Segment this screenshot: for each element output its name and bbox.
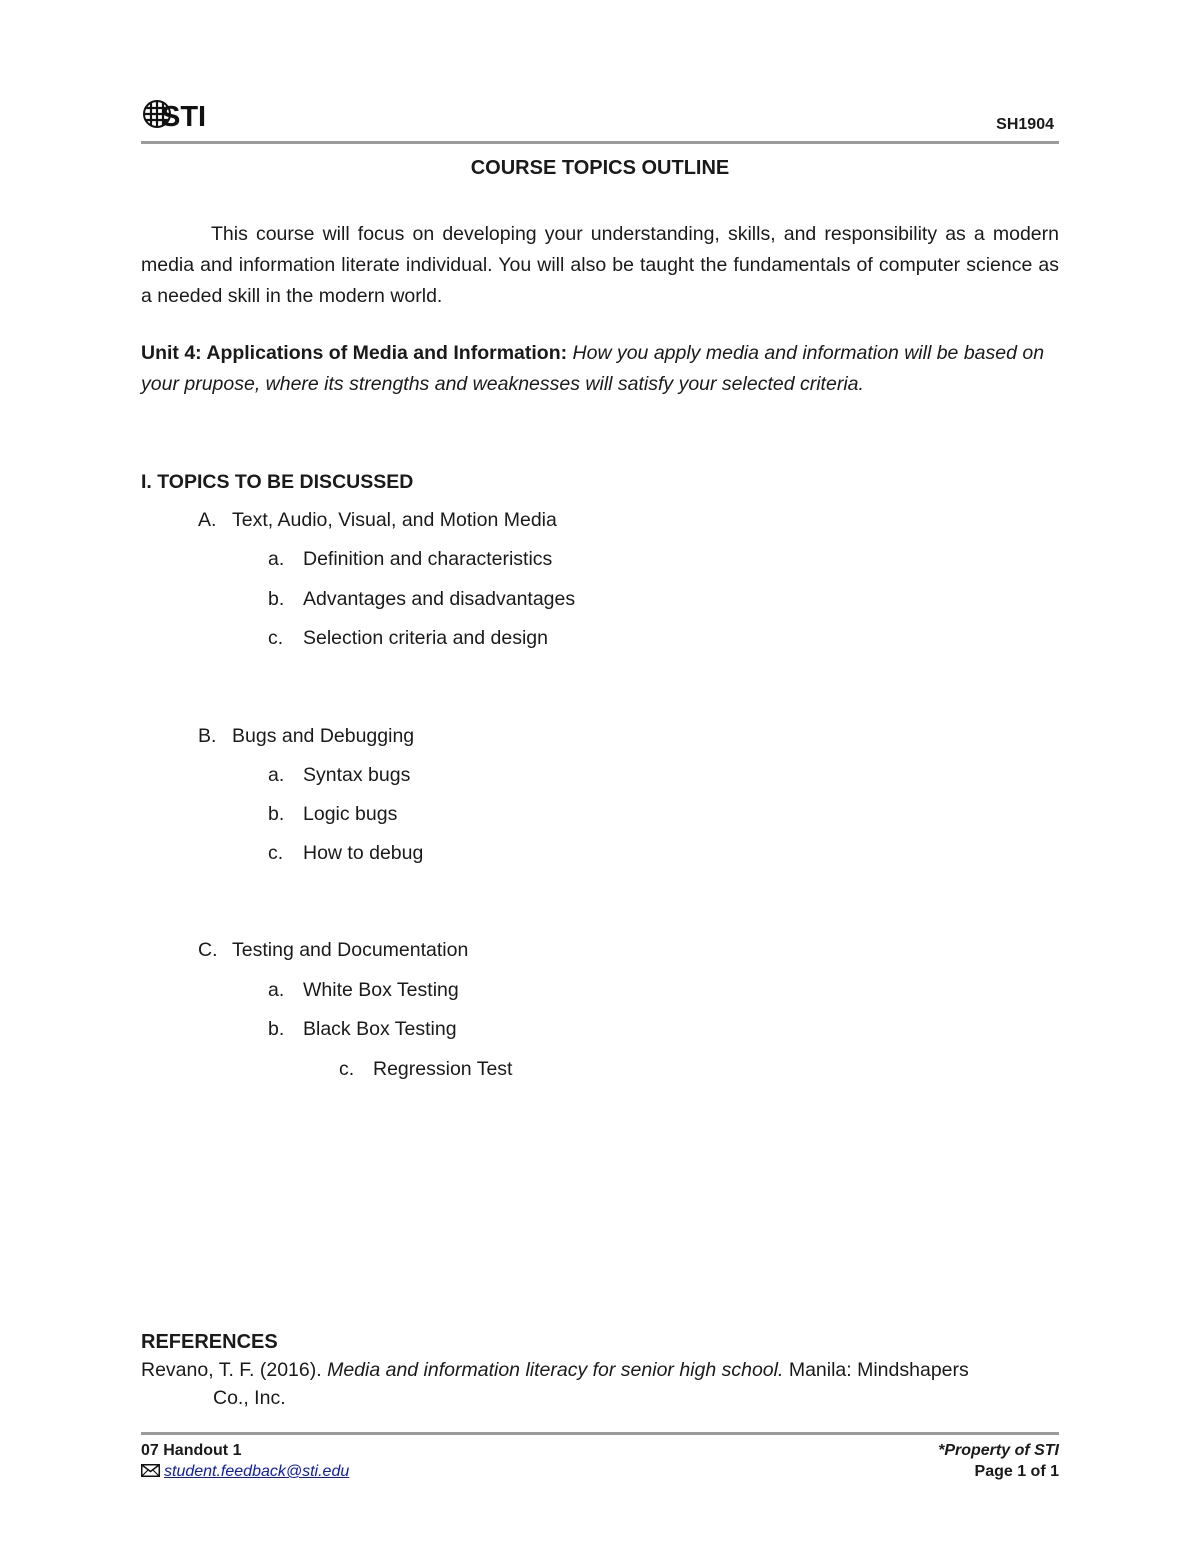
svg-text:STI: STI [161,101,207,132]
property-notice: *Property of STI [938,1442,1059,1459]
page-title: COURSE TOPICS OUTLINE [470,157,730,179]
footer-divider [141,1432,1059,1435]
section-label: Bugs and Debugging [232,725,415,747]
item-label: Logic bugs [303,803,398,825]
item-label: Black Box Testing [303,1018,457,1040]
item-marker: b. [268,588,285,610]
item-marker: c. [339,1058,355,1080]
envelope-icon [141,1464,160,1477]
item-marker: a. [268,548,285,570]
section-marker: B. [198,725,217,747]
handout-label: 07 Handout 1 [141,1442,242,1459]
unit-description: How you apply media and information will be based on your prupose, where its strengths and weaknesses will satisfy your selected criteria. [141,342,1045,395]
intro-paragraph: This course will focus on developing your understanding, skills, and responsibility as a modern media and information literate individual. You will also be taught the fundamentals of computer science as a needed skill in the modern world. [141,223,1059,307]
page-number: Page 1 of 1 [974,1463,1059,1480]
header-divider [141,141,1059,144]
item-label: Selection criteria and design [303,627,548,649]
item-label: How to debug [303,842,424,864]
item-label: Syntax bugs [303,764,411,786]
item-label: Definition and characteristics [303,548,553,570]
feedback-email-link[interactable]: student.feedback@sti.edu [164,1463,350,1480]
unit-lead: Unit 4: Applications of Media and Information: [141,342,568,364]
reference-publisher-continued: Co., Inc. [213,1387,286,1409]
item-marker: b. [268,803,285,825]
item-label: Regression Test [373,1058,513,1080]
item-marker: a. [268,979,285,1001]
item-label: Advantages and disadvantages [303,588,576,610]
feedback-line [141,1463,349,1481]
reference-authors: Revano, T. F. (2016). [141,1359,322,1381]
references-heading: REFERENCES [141,1331,278,1353]
section-marker: A. [198,509,217,531]
item-marker: a. [268,764,285,786]
item-marker: b. [268,1018,285,1040]
item-marker: c. [268,842,284,864]
section-label: Text, Audio, Visual, and Motion Media [232,509,557,531]
item-label: White Box Testing [303,979,459,1001]
sti-logo [142,96,214,132]
reference-publisher: Manila: Mindshapers [788,1359,969,1381]
reference-entry [141,1356,1059,1412]
section-label: Testing and Documentation [232,939,469,961]
section-marker: C. [198,939,218,961]
unit-paragraph [141,338,1059,400]
reference-title: Media and information literacy for senior high school. [327,1359,784,1381]
topics-heading: I. TOPICS TO BE DISCUSSED [141,471,414,493]
document-code: SH1904 [996,116,1054,133]
item-marker: c. [268,627,284,649]
